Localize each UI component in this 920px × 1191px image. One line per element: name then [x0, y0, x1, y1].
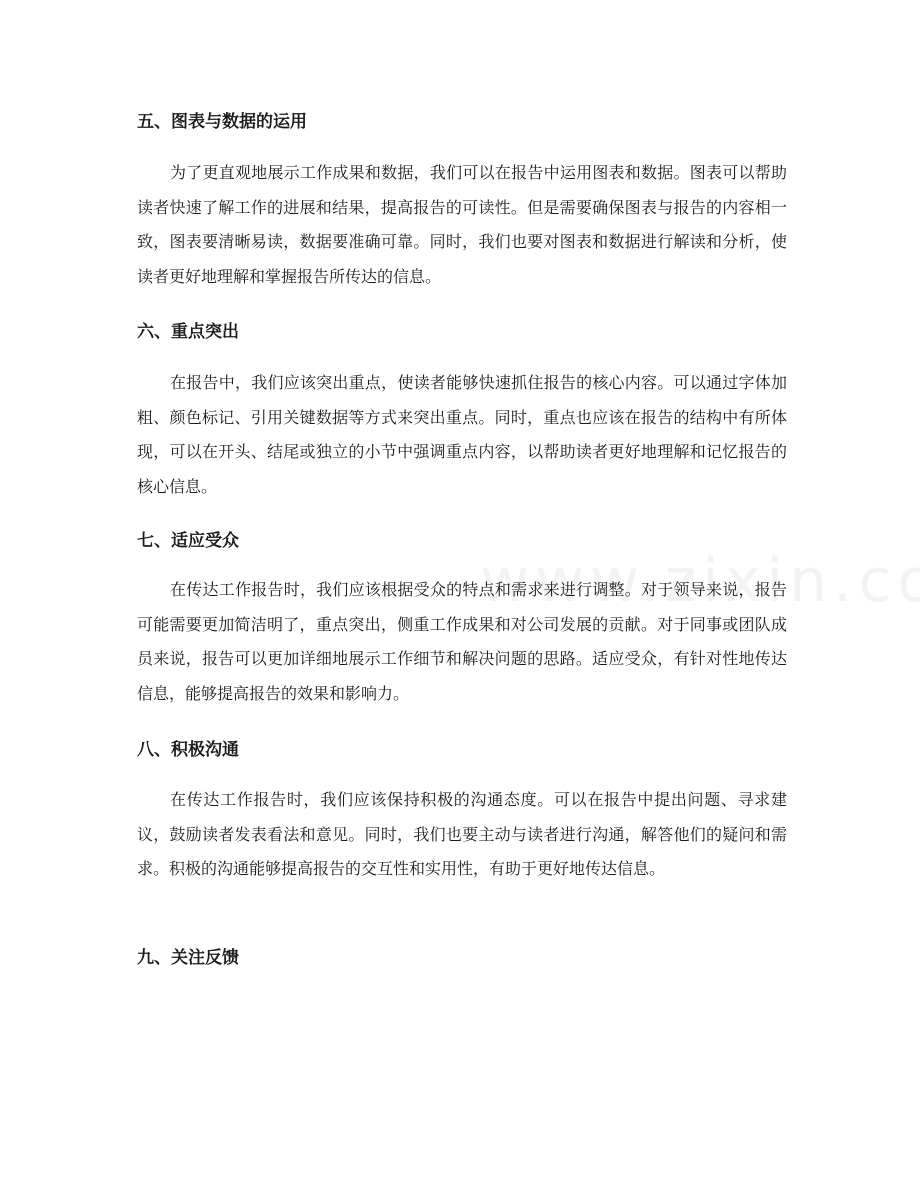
section-heading-7: 七、适应受众 [137, 531, 239, 551]
section-heading-5: 五、图表与数据的运用 [137, 112, 307, 132]
section-heading-8: 八、积极沟通 [137, 740, 239, 760]
section-body-6: 在报告中，我们应该突出重点，使读者能够快速抓住报告的核心内容。可以通过字体加粗、颜色标记、引用关键数据等方式来突出重点。同时，重点也应该在报告的结构中有所体现，可以在开头、结尾或独立的小节中强调重点内容，以帮助读者更好地理解和记忆报告的核心信息。 [137, 373, 787, 496]
section-heading-6: 六、重点突出 [137, 322, 239, 342]
section-heading-9: 九、关注反馈 [137, 948, 239, 968]
section-body-5: 为了更直观地展示工作成果和数据，我们可以在报告中运用图表和数据。图表可以帮助读者快速了解工作的进展和结果，提高报告的可读性。但是需要确保图表与报告的内容相一致，图表要清晰易读，数据要准确可靠。同时，我们也要对图表和数据进行解读和分析，使读者更好地理解和掌握报告所传达的信息。 [137, 163, 787, 286]
section-body-7: 在传达工作报告时，我们应该根据受众的特点和需求来进行调整。对于领导来说，报告可能需要更加简洁明了，重点突出，侧重工作成果和对公司发展的贡献。对于同事或团队成员来说，报告可以更加详细地展示工作细节和解决问题的思路。适应受众，有针对性地传达信息，能够提高报告的效果和影响力。 [137, 580, 787, 703]
section-body-8: 在传达工作报告时，我们应该保持积极的沟通态度。可以在报告中提出问题、寻求建议，鼓励读者发表看法和意见。同时，我们也要主动与读者进行沟通，解答他们的疑问和需求。积极的沟通能够提高报告的交互性和实用性，有助于更好地传达信息。 [137, 790, 787, 878]
